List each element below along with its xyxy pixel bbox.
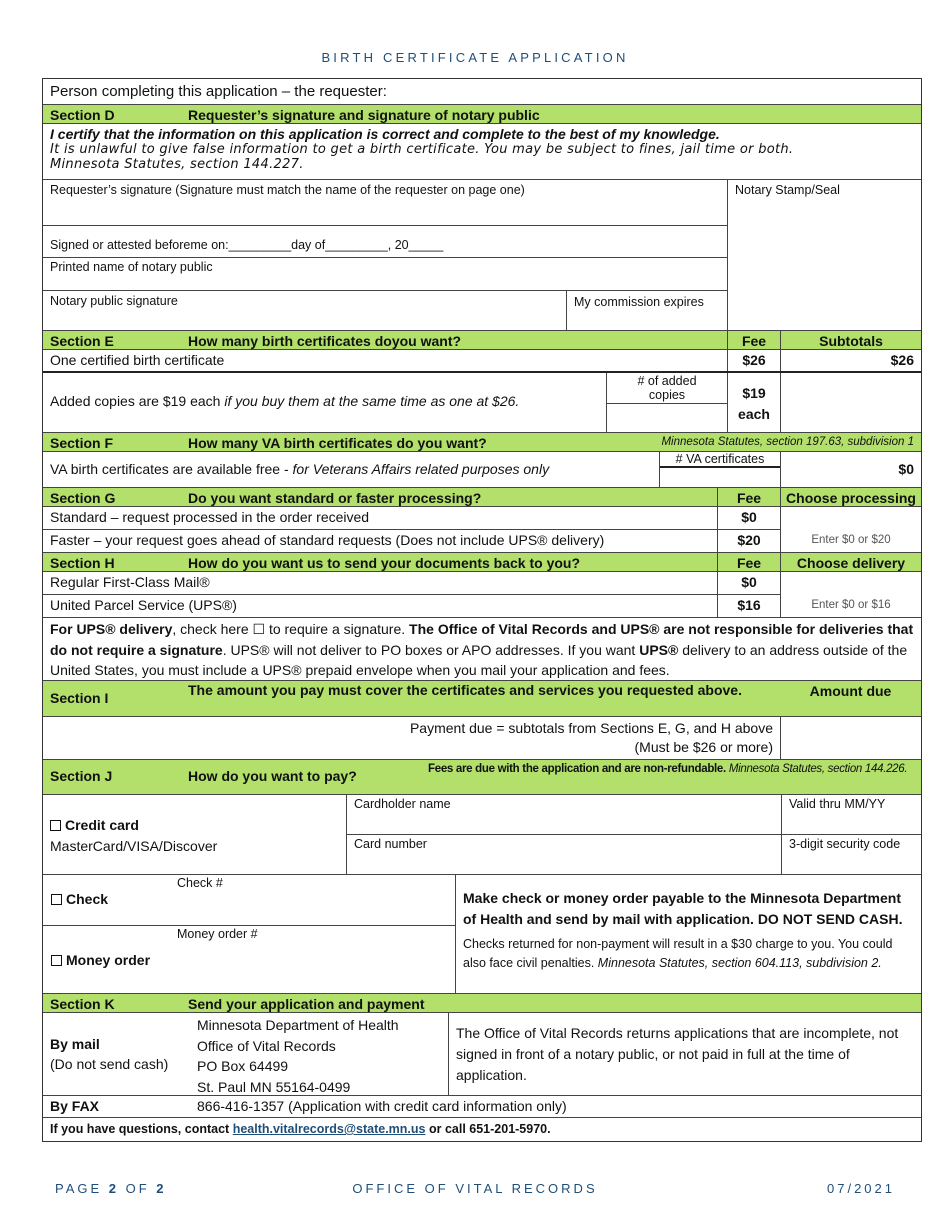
added-copies-row: Added copies are $19 each if you buy them at the same time as one at $26. # of added copies $19 each [43, 373, 921, 433]
delivery-rows: Regular First-Class Mail® $0 United Parcel Service (UPS®) $16 Enter $0 or $16 [43, 572, 921, 618]
money-order-checkbox[interactable] [51, 955, 62, 966]
money-order-option[interactable]: Money order # Money order [43, 926, 455, 993]
requester-row[interactable]: Person completing this application – the requester: [43, 79, 921, 105]
commission-expires-field[interactable]: My commission expires [566, 291, 727, 330]
section-d-header: Section D Requester’s signature and signature of notary public [43, 105, 921, 124]
check-money-order-row: Check # Check Money order # Money order Make check or money order payable to the Minnesota Department of Health and send by mail with application. DO NOT SEND CASH. Checks returned for non-payment will result in a $30 charge to you. You could also face civil penalties. Minnesota Statutes, section 604.113, subdivision 2. [43, 875, 921, 994]
amount-due-input[interactable] [780, 717, 921, 759]
delivery-input[interactable]: Enter $0 or $16 [780, 572, 921, 617]
page-footer: PAGE 2 OF 2 OFFICE OF VITAL RECORDS 07/2021 [55, 1181, 895, 1196]
check-option[interactable]: Check # Check [43, 875, 455, 926]
notary-printed-name-field[interactable]: Printed name of notary public [43, 258, 727, 292]
ups-note: For UPS® delivery, check here ☐ to require a signature. The Office of Vital Records and UPS® are not responsible for deliveries that do not require a signature. UPS® will not deliver to PO boxes or APO addresses. If you want UPS® delivery to an address outside of the United States, you must include a UPS® prepaid envelope when you mail your application and fees. [43, 618, 921, 681]
requester-signature-field[interactable]: Requester’s signature (Signature must match the name of the requester on page one) [43, 180, 727, 226]
page-number: PAGE 2 OF 2 [55, 1181, 167, 1196]
questions-row: If you have questions, contact health.vitalrecords@state.mn.us or call 651-201-5970. [50, 1122, 551, 1136]
credit-card-row [43, 795, 921, 875]
application-form [42, 78, 922, 1142]
ups-signature-checkbox[interactable]: , check here ☐ to require a signature. [172, 621, 410, 637]
credit-card-checkbox[interactable] [50, 820, 61, 831]
section-h-header: Section H How do you want us to send your documents back to you? Fee Choose delivery [43, 553, 921, 572]
notary-stamp-area: Notary Stamp/Seal [727, 180, 921, 330]
by-fax-row: By FAX 866-416-1357 (Application with credit card information only) [43, 1096, 921, 1118]
card-number-field[interactable]: Card number [354, 837, 427, 851]
certification-statement: I certify that the information on this application is correct and complete to the best of my knowledge. It is unlawful to give false information to get a birth certificate. You may be subject to fines, jail time or both. Minnesota Statutes, section 144.227. [43, 124, 921, 180]
by-mail-row: By mail (Do not send cash) Minnesota Department of Health Office of Vital Records PO Box 64499 St. Paul MN 55164-0499 The Office of Vital Records returns applications that are incomplete, not signed in front of a notary public, or not paid in full at the time of application. [43, 1013, 921, 1096]
cardholder-name-field[interactable]: Cardholder name [354, 797, 451, 811]
document-title: BIRTH CERTIFICATE APPLICATION [321, 50, 629, 65]
section-j-header: Section J How do you want to pay? Fees are due with the application and are non-refundable. Minnesota Statutes, section 144.226. [43, 760, 921, 795]
va-certificates-input[interactable] [660, 468, 780, 487]
mailing-address: Minnesota Department of Health Office of Vital Records PO Box 64499 St. Paul MN 55164-0499 [197, 1017, 399, 1095]
section-f-header: Section F How many VA birth certificates do you want? Minnesota Statutes, section 197.63, subdivision 1 [43, 433, 921, 452]
section-e-header: Section E How many birth certificates doyou want? Fee Subtotals [43, 331, 921, 350]
security-code-field[interactable]: 3-digit security code [781, 835, 921, 874]
va-cert-row: VA birth certificates are available free - for Veterans Affairs related purposes only # VA certificates $0 [43, 452, 921, 488]
one-cert-row: One certified birth certificate $26 $26 [43, 350, 921, 373]
processing-input[interactable]: Enter $0 or $20 [780, 507, 921, 552]
added-copies-subtotal-input[interactable] [780, 373, 921, 432]
signed-date-field[interactable]: Signed or attested beforeme on:_________day of_________, 20_____ [43, 226, 727, 258]
payment-due-row: Payment due = subtotals from Sections E, G, and H above (Must be $26 or more) [43, 717, 921, 760]
valid-thru-field[interactable]: Valid thru MM/YY [781, 795, 921, 834]
notary-signature-field[interactable]: Notary public signature [50, 294, 178, 309]
notary-block [43, 180, 921, 331]
section-g-header: Section G Do you want standard or faster processing? Fee Choose processing [43, 488, 921, 507]
check-checkbox[interactable] [51, 894, 62, 905]
email-link[interactable]: health.vitalrecords@state.mn.us [232, 1122, 426, 1136]
added-copies-input[interactable] [607, 404, 727, 432]
section-i-header: Section I The amount you pay must cover the certificates and services you requested above. Amount due [43, 681, 921, 717]
credit-card-option[interactable]: Credit card MasterCard/VISA/Discover [50, 817, 218, 854]
section-k-header: Section K Send your application and payment [43, 994, 921, 1013]
processing-rows: Standard – request processed in the order received $0 Faster – your request goes ahead of standard requests (Does not include UPS® delivery) $20 Enter $0 or $20 [43, 507, 921, 553]
